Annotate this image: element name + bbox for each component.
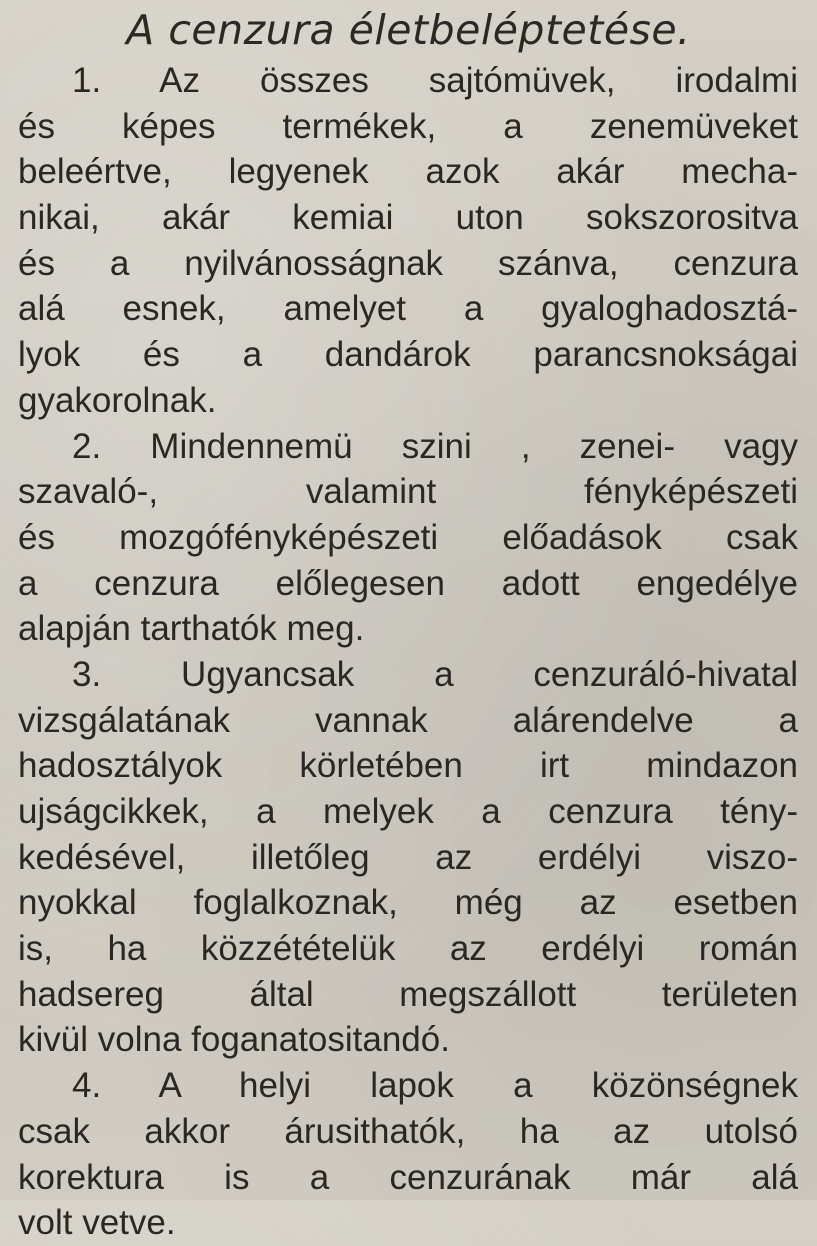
paragraph-1-line-6: alá esnek, amelyet a gyaloghadosztá- <box>18 289 798 329</box>
paragraph-1-line-5: és a nyilvánosságnak szánva, cenzura <box>18 243 798 283</box>
paragraph-4-line-3: korektura is a cenzurának már alá <box>18 1157 798 1197</box>
article-body <box>18 58 798 1246</box>
paragraph-1-line-1: 1. Az összes sajtómüvek, irodalmi <box>72 61 798 100</box>
paragraph-1-line-3: beleértve, legyenek azok akár mecha- <box>18 152 798 192</box>
article-title: A cenzura életbeléptetése. <box>126 6 691 54</box>
paragraph-4-line-1: 4. A helyi lapok a közönségnek <box>72 1066 798 1106</box>
paragraph-2-line-2: szavaló-, valamint fényképészeti <box>18 472 798 512</box>
paragraph-3-line-7: is, ha közzétételük az erdélyi román <box>18 929 798 969</box>
paragraph-1-line-2: és képes termékek, a zenemüveket <box>18 106 798 146</box>
paragraph-3-line-2: vizsgálatának vannak alárendelve a <box>18 700 798 740</box>
paragraph-3-line-1: 3. Ugyancsak a cenzuráló-hivatal <box>72 654 798 694</box>
paragraph-4-line-2: csak akkor árusithatók, ha az utolsó <box>18 1111 798 1151</box>
paragraph-3-line-4: ujságcikkek, a melyek a cenzura tény- <box>18 792 798 831</box>
paragraph-2-line-1: 2. Mindennemü szini , zenei- vagy <box>72 426 798 466</box>
paragraph-3-line-5: kedésével, illetőleg az erdélyi viszo- <box>18 837 798 877</box>
paragraph-1-line-4: nikai, akár kemiai uton sokszorositva <box>18 198 798 238</box>
paragraph-3-line-6: nyokkal foglalkoznak, még az esetben <box>18 883 798 923</box>
paragraph-1-line-7: lyok és a dandárok parancsnokságai <box>18 335 798 375</box>
paragraph-3-line-3: hadosztályok körletében irt mindazon <box>18 746 798 786</box>
paragraph-2-line-3: és mozgófényképészeti előadások csak <box>18 517 798 557</box>
paragraph-2-line-4: a cenzura előlegesen adott engedélye <box>18 563 798 603</box>
paragraph-3-line-8: hadsereg által megszállott területen <box>18 974 798 1014</box>
paragraph-2-line-5: alapján tarthatók meg. <box>18 609 365 649</box>
paragraph-1-line-8: gyakorolnak. <box>18 380 217 420</box>
paragraph-4-line-4: volt vetve. <box>18 1203 176 1243</box>
paragraph-3-line-9: kivül volna foganatositandó. <box>18 1020 450 1060</box>
